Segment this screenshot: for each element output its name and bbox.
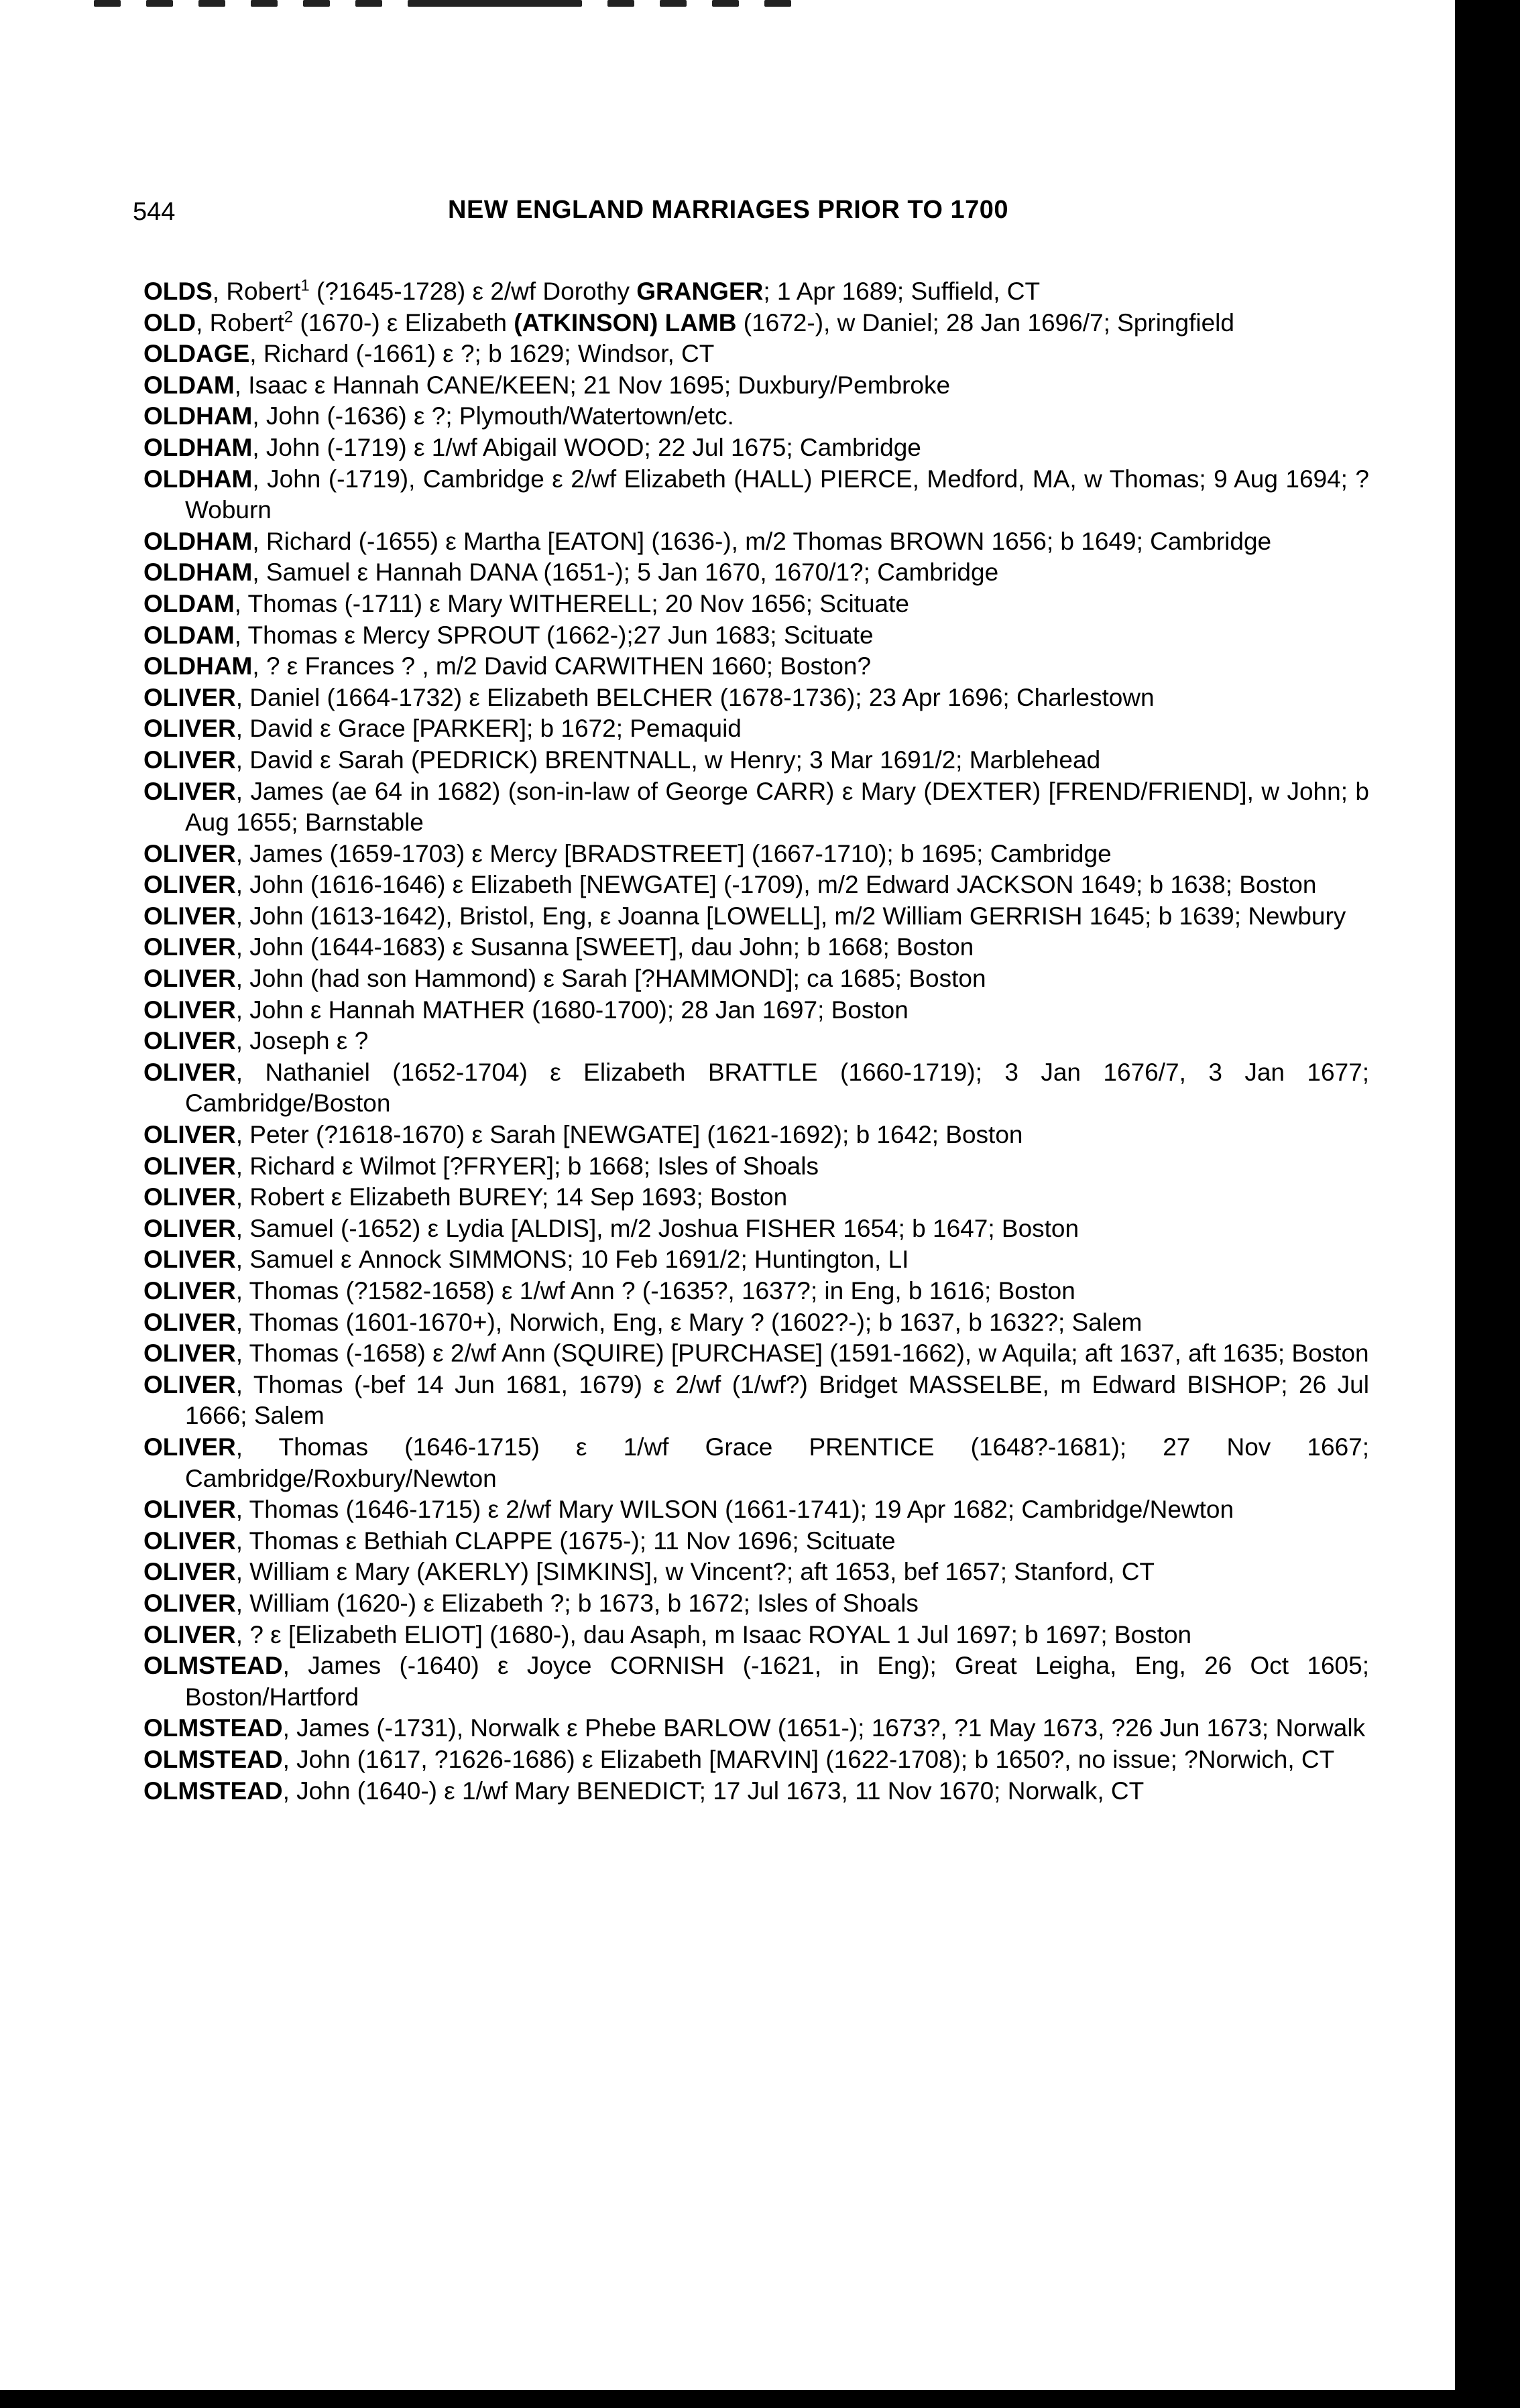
entry-surname: OLIVER <box>143 683 236 711</box>
marriage-entry <box>143 276 1369 308</box>
entry-text: , Robert ε Elizabeth <box>235 1183 458 1211</box>
marriage-entry <box>143 713 1369 745</box>
entry-surname: OLDS <box>143 278 213 305</box>
entry-surname: OLIVER <box>143 871 236 899</box>
entry-text: , John (-1719) ε 1/wf Abigail <box>252 433 565 461</box>
entry-text: , w John; b Aug 1655; Barnstable <box>185 777 1370 837</box>
marriage-entry <box>143 839 1369 870</box>
marriage-entry <box>143 1276 1369 1307</box>
entry-text: , Peter (?1618-1670) ε Sarah <box>235 1121 563 1149</box>
entry-text: (1680-1700); 28 Jan 1697; Boston <box>524 996 909 1024</box>
marriage-entry <box>143 432 1369 464</box>
entry-surname: OLDHAM <box>143 527 253 555</box>
entry-surname: OLIVER <box>143 996 236 1024</box>
entry-surname: OLIVER <box>143 1496 236 1524</box>
marriage-entry <box>143 589 1369 620</box>
marriage-entry <box>143 370 1369 402</box>
entry-text: [SWEET] <box>575 933 677 961</box>
entry-text: ? <box>750 1308 764 1336</box>
entry-text: ; 20 Nov 1656; Scituate <box>651 589 909 617</box>
page-number: 544 <box>133 198 176 226</box>
entry-surname: OLMSTEAD <box>143 1745 283 1773</box>
entry-surname: OLIVER <box>143 1027 236 1055</box>
entry-text: (SQUIRE) [PURCHASE] <box>552 1339 823 1368</box>
entry-surname: OLIVER <box>143 1277 236 1305</box>
entry-text: , James (1659-1703) ε Mercy <box>235 839 565 867</box>
entry-text: MATHER <box>422 996 525 1024</box>
entry-text: (?1645-1728) ε 2/wf Dorothy <box>309 278 637 305</box>
marriage-entry <box>143 776 1369 839</box>
entry-text: (1602?-); b 1637, b 1632?; Salem <box>764 1308 1143 1336</box>
marriage-entry <box>143 1713 1369 1744</box>
marriage-entry <box>143 1307 1369 1339</box>
entry-text: , John (1616-1646) ε Elizabeth <box>235 871 579 899</box>
entry-surname: OLMSTEAD <box>143 1714 283 1742</box>
entry-surname: OLDAM <box>143 621 235 649</box>
marriage-entry <box>143 1620 1369 1651</box>
entry-text: CANE/KEEN <box>426 371 570 399</box>
entry-text: (1591-1662), w Aquila; aft 1637, aft 1635; Boston <box>823 1339 1369 1368</box>
entry-text: , John (1640-) ε 1/wf Mary <box>282 1777 577 1805</box>
entry-text: , John (-1719), Cambridge ε 2/wf Elizabeth <box>252 465 734 493</box>
entry-text: , Medford, MA, w Thomas; 9 Aug 1694; ?Woburn <box>185 465 1369 524</box>
entry-text: WITHERELL <box>509 589 652 617</box>
entry-text: (1672-), w Daniel; 28 Jan 1696/7; Springfield <box>736 308 1234 337</box>
entry-text: [ALDIS] <box>510 1214 597 1242</box>
marriage-entry <box>143 1776 1369 1807</box>
entry-surname: OLIVER <box>143 1152 236 1180</box>
entry-surname: OLIVER <box>143 933 236 961</box>
entry-surname: OLIVER <box>143 1526 236 1555</box>
entry-text: (1648?-1681); 27 Nov 1667; Cambridge/Roxbury/Newton <box>185 1433 1370 1492</box>
entry-text: [LOWELL] <box>706 902 821 930</box>
entry-spouse-surname: GRANGER <box>636 278 764 305</box>
entry-text: , James (-1731), Norwalk ε Phebe <box>282 1714 664 1742</box>
entry-text: ε [Elizabeth ELIOT] (1680-), dau Asaph, m Isaac ROYAL 1 Jul 1697; b 1697; Boston <box>263 1620 1192 1648</box>
entry-text: , Thomas (1646-1715) ε 2/wf Mary <box>235 1496 620 1524</box>
entry-text: , Daniel (1664-1732) ε Elizabeth <box>235 683 596 711</box>
entry-text: [NEWGATE] <box>579 871 717 899</box>
marriage-entry <box>143 1338 1369 1370</box>
entry-text: , Thomas (1601-1670+), Norwich, Eng, ε Mary <box>235 1308 751 1336</box>
entry-text: , Nathaniel (1652-1704) ε Elizabeth <box>235 1058 708 1086</box>
entry-text: , Thomas ε Mercy <box>234 621 437 649</box>
entry-text: , Samuel ε Annock <box>235 1246 449 1274</box>
entry-text: , Richard (-1655) ε Martha <box>252 527 548 555</box>
marriage-entry <box>143 1650 1369 1713</box>
entry-text: WOOD <box>564 433 644 461</box>
entry-surname: OLIVER <box>143 1058 236 1086</box>
entry-surname: OLIVER <box>143 1246 236 1274</box>
entry-text: , Richard ε Wilmot <box>235 1152 443 1180</box>
entry-text: PRENTICE <box>809 1433 935 1461</box>
entry-surname: OLIVER <box>143 1589 236 1617</box>
entry-surname: OLDHAM <box>143 558 253 587</box>
entry-text: , dau John; b 1668; Boston <box>677 933 974 961</box>
entry-text: (1662-);27 Jun 1683; Scituate <box>539 621 874 649</box>
entry-text: (1651-); 5 Jan 1670, 1670/1?; Cambridge <box>536 558 999 587</box>
entry-text: (1661-1741); 19 Apr 1682; Cambridge/Newton <box>717 1496 1234 1524</box>
entry-text: (1678-1736); 23 Apr 1696; Charlestown <box>713 683 1155 711</box>
marriage-entry <box>143 1182 1369 1213</box>
entry-text: BENEDICT <box>576 1777 699 1805</box>
entry-text: SIMMONS <box>448 1246 567 1274</box>
entry-text: ; 21 Nov 1695; Duxbury/Pembroke <box>569 371 951 399</box>
entry-surname: OLIVER <box>143 1183 236 1211</box>
entry-surname: OLDHAM <box>143 652 253 680</box>
entry-surname: OLMSTEAD <box>143 1652 283 1680</box>
entry-text: [?HAMMOND] <box>634 965 793 993</box>
entry-text: ? <box>249 1620 264 1648</box>
entry-text: , Thomas (-1658) ε 2/wf Ann <box>235 1339 553 1368</box>
entry-text: , m/2 William GERRISH 1645; b 1639; Newbury <box>820 902 1346 930</box>
entry-text: (1667-1710); b 1695; Cambridge <box>744 839 1112 867</box>
entry-text: (1651-); 1673?, ?1 May 1673, ?26 Jun 1673; Norwalk <box>770 1714 1366 1742</box>
marriage-entry <box>143 308 1369 339</box>
marriage-entry <box>143 339 1369 370</box>
entry-text: , m Edward BISHOP; 26 Jul 1666; Salem <box>185 1370 1369 1430</box>
marriage-entry <box>143 1557 1369 1588</box>
entry-text: ? <box>266 652 280 680</box>
marriage-entry <box>143 932 1369 963</box>
entry-text: ; b 1673, b 1672; Isles of Shoals <box>564 1589 919 1617</box>
running-title: NEW ENGLAND MARRIAGES PRIOR TO 1700 <box>448 196 1009 224</box>
entry-text: , Richard (-1661) ε <box>249 340 461 368</box>
entry-text: ; 22 Jul 1675; Cambridge <box>644 433 921 461</box>
entry-text: , David ε Grace <box>235 715 412 743</box>
entry-text: [BRADSTREET] <box>564 839 745 867</box>
entry-text: , Thomas (-bef 14 Jun 1681, 1679) ε 2/wf (1/wf?) Bridget <box>235 1370 909 1398</box>
entry-text: BELCHER <box>595 683 713 711</box>
entry-text: (-1635?, 1637?; in Eng, b 1616; Boston <box>635 1277 1075 1305</box>
entry-surname: OLIVER <box>143 1214 236 1242</box>
marriage-entry <box>143 1526 1369 1557</box>
entry-text: [PARKER] <box>412 715 526 743</box>
entry-surname: OLIVER <box>143 1558 236 1586</box>
marriage-entry <box>143 901 1369 932</box>
entry-surname: OLIVER <box>143 1308 236 1336</box>
entry-text: (1675-); 11 Nov 1696; Scituate <box>552 1526 896 1555</box>
entry-text: (1621-1692); b 1642; Boston <box>700 1121 1023 1149</box>
entry-text: BUREY <box>457 1183 542 1211</box>
marriage-entry <box>143 1432 1369 1494</box>
entry-surname: OLIVER <box>143 745 236 774</box>
marriage-entry <box>143 1588 1369 1620</box>
marriage-entry <box>143 557 1369 589</box>
entry-surname: OLIVER <box>143 1433 236 1461</box>
entry-text: ? <box>431 402 446 430</box>
entry-text: [MARVIN] <box>709 1745 819 1773</box>
entry-text: ; ca 1685; Boston <box>793 965 986 993</box>
entry-text: , Joseph ε <box>235 1027 355 1055</box>
generation-superscript: 1 <box>300 276 310 295</box>
marriage-entry <box>143 745 1369 776</box>
entry-text: , Robert <box>212 278 301 305</box>
entry-text: (AKERLY) [SIMKINS] <box>416 1558 652 1586</box>
marriage-entry <box>143 1026 1369 1057</box>
scan-edge-marks <box>0 0 1455 9</box>
entry-surname: OLIVER <box>143 1370 236 1398</box>
entry-text: (-1621, in Eng); Great Leigha, Eng, 26 Oct 1605; Boston/Hartford <box>185 1652 1369 1711</box>
entry-text: (-1709), m/2 Edward JACKSON 1649; b 1638; Boston <box>716 871 1317 899</box>
entry-text: ? <box>354 1027 369 1055</box>
entry-text: ; 14 Sep 1693; Boston <box>542 1183 788 1211</box>
entry-text: ? <box>550 1589 565 1617</box>
entry-text: , James (-1640) ε Joyce <box>282 1652 610 1680</box>
marriage-entry <box>143 1057 1369 1120</box>
entry-text: , John (1613-1642), Bristol, Eng, ε Joanna <box>235 902 707 930</box>
entry-surname: OLIVER <box>143 902 236 930</box>
entry-surname: OLMSTEAD <box>143 1777 283 1805</box>
marriage-entry <box>143 526 1369 558</box>
entry-text: [EATON] <box>547 527 645 555</box>
entry-text: , James (ae 64 in 1682) (son-in-law of George CARR) ε Mary <box>235 777 924 805</box>
entry-text: , David ε Sarah <box>235 745 411 774</box>
entry-surname: OLDAM <box>143 589 235 617</box>
entry-text: , Samuel ε Hannah <box>252 558 469 587</box>
entry-text: BARLOW <box>663 1714 771 1742</box>
marriage-entry <box>143 1213 1369 1245</box>
entry-text: SPROUT <box>436 621 540 649</box>
entry-text: , Robert <box>196 308 284 337</box>
entry-text: CLAPPE <box>455 1526 553 1555</box>
marriage-entries-list <box>143 276 1369 1807</box>
entry-text: , Isaac ε Hannah <box>234 371 426 399</box>
entry-text: ; b 1629; Windsor, CT <box>474 340 715 368</box>
entry-text: BRATTLE <box>707 1058 818 1086</box>
entry-text: ? <box>460 340 475 368</box>
entry-surname: OLIVER <box>143 715 236 743</box>
entry-surname: OLIVER <box>143 1620 236 1648</box>
entry-text: ε Frances ? , m/2 David CARWITHEN 1660; Boston? <box>280 652 872 680</box>
entry-text: , Samuel (-1652) ε Lydia <box>235 1214 511 1242</box>
entry-text: (1670-) ε Elizabeth <box>293 308 514 337</box>
generation-superscript: 2 <box>284 308 294 326</box>
entry-text: ; b 1672; Pemaquid <box>526 715 742 743</box>
entry-surname: OLD <box>143 308 196 337</box>
marriage-entry <box>143 1151 1369 1183</box>
entry-text: , <box>252 652 266 680</box>
entry-text: ; b 1668; Isles of Shoals <box>554 1152 819 1180</box>
marriage-entry <box>143 869 1369 901</box>
entry-text: WILSON <box>620 1496 718 1524</box>
entry-surname: OLDAGE <box>143 340 250 368</box>
entry-text: [NEWGATE] <box>563 1121 701 1149</box>
entry-text: (HALL) PIERCE <box>734 465 913 493</box>
entry-text: (1660-1719); 3 Jan 1676/7, 3 Jan 1677; Cambridge/Boston <box>185 1058 1370 1118</box>
marriage-entry <box>143 651 1369 682</box>
marriage-entry <box>143 1370 1369 1432</box>
entry-surname: OLIVER <box>143 965 236 993</box>
entry-text: ; 17 Jul 1673, 11 Nov 1670; Norwalk, CT <box>699 1777 1145 1805</box>
entry-text: ; 10 Feb 1691/2; Huntington, LI <box>567 1246 909 1274</box>
entry-text: , William ε Mary <box>235 1558 417 1586</box>
entry-text: (1636-), m/2 Thomas BROWN 1656; b 1649; Cambridge <box>644 527 1272 555</box>
entry-text: , Thomas (?1582-1658) ε 1/wf Ann <box>235 1277 622 1305</box>
entry-text: , John ε Hannah <box>235 996 422 1024</box>
entry-text: , William (1620-) ε Elizabeth <box>235 1589 550 1617</box>
entry-text: , John (-1636) ε <box>252 402 432 430</box>
marriage-entry <box>143 682 1369 714</box>
marriage-entry <box>143 401 1369 432</box>
marriage-entry <box>143 1244 1369 1276</box>
marriage-entry <box>143 1744 1369 1776</box>
marriage-entry <box>143 963 1369 995</box>
entry-text: , John (1644-1683) ε Susanna <box>235 933 575 961</box>
entry-surname: OLDHAM <box>143 465 253 493</box>
entry-text: (1622-1708); b 1650?, no issue; ?Norwich, CT <box>819 1745 1335 1773</box>
entry-surname: OLIVER <box>143 839 236 867</box>
entry-text: , Thomas (1646-1715) ε 1/wf Grace <box>235 1433 809 1461</box>
marriage-entry <box>143 995 1369 1026</box>
entry-text: (PEDRICK) BRENTNALL <box>410 745 691 774</box>
marriage-entry <box>143 620 1369 652</box>
entry-text: ? <box>622 1277 636 1305</box>
entry-text: CORNISH <box>609 1652 725 1680</box>
entry-text: [?FRYER] <box>443 1152 554 1180</box>
entry-text: , John (1617, ?1626-1686) ε Elizabeth <box>282 1745 709 1773</box>
entry-text: DANA <box>469 558 537 587</box>
entry-surname: OLDAM <box>143 371 235 399</box>
entry-text: , w Henry; 3 Mar 1691/2; Marblehead <box>691 745 1101 774</box>
entry-text: , John (had son Hammond) ε Sarah <box>235 965 635 993</box>
entry-text: , m/2 Joshua FISHER 1654; b 1647; Boston <box>596 1214 1079 1242</box>
marriage-entry <box>143 1120 1369 1151</box>
entry-surname: OLIVER <box>143 1121 236 1149</box>
entry-text: , w Vincent?; aft 1653, bef 1657; Stanford, CT <box>651 1558 1155 1586</box>
entry-surname: OLIVER <box>143 1339 236 1368</box>
entry-text: (DEXTER) [FREND/FRIEND] <box>923 777 1247 805</box>
entry-surname: OLIVER <box>143 777 236 805</box>
entry-text: , <box>235 1620 250 1648</box>
entry-surname: OLDHAM <box>143 433 253 461</box>
marriage-entry <box>143 464 1369 526</box>
entry-text: , Thomas (-1711) ε Mary <box>234 589 510 617</box>
entry-text: ; 1 Apr 1689; Suffield, CT <box>763 278 1041 305</box>
entry-text: MASSELBE <box>909 1370 1043 1398</box>
entry-text: , Thomas ε Bethiah <box>235 1526 455 1555</box>
marriage-entry <box>143 1494 1369 1526</box>
entry-surname: OLDHAM <box>143 402 253 430</box>
entry-spouse-surname: (ATKINSON) LAMB <box>514 308 737 337</box>
entry-text: ; Plymouth/Watertown/etc. <box>445 402 734 430</box>
